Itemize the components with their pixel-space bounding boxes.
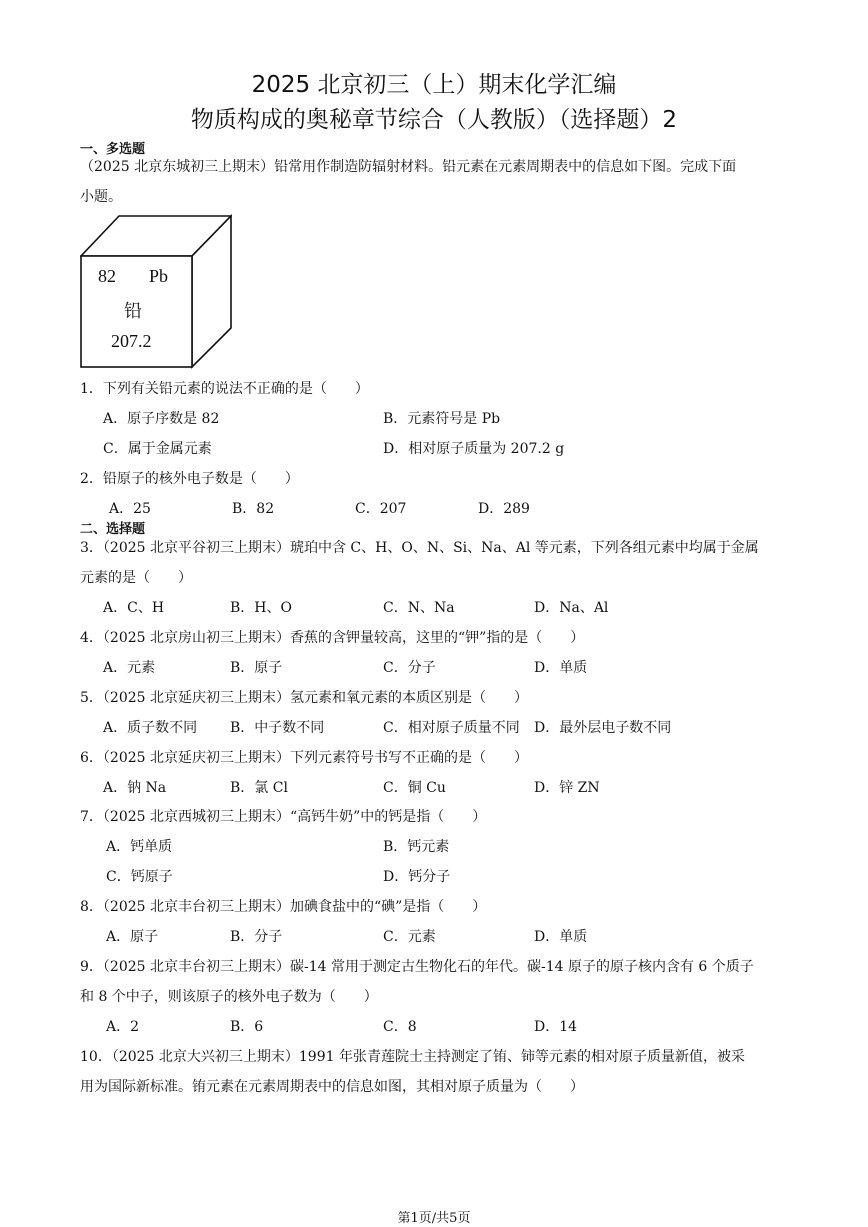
question-1-stem: 1．下列有关铅元素的说法不正确的是（ ） — [80, 381, 369, 397]
q4-option-a: A．元素 — [103, 660, 156, 676]
q5-option-c: C．相对原子质量不同 — [383, 720, 520, 736]
q9-option-d: D．14 — [534, 1019, 578, 1035]
q6-option-c: C．铜 Cu — [383, 780, 446, 796]
q7-option-c: C．钙原子 — [106, 869, 173, 885]
q6-option-a: A．钠 Na — [103, 780, 167, 796]
doc-title-line1: 2025 北京初三（上）期末化学汇编 — [251, 72, 617, 98]
q9-option-a: A．2 — [106, 1019, 140, 1035]
q1-option-c: C．属于金属元素 — [103, 441, 212, 457]
q2-option-b: B．82 — [232, 501, 275, 517]
question-4-stem: 4．（2025 北京房山初三上期末）香蕉的含钾量较高，这里的“钾”指的是（ ） — [80, 630, 585, 646]
element-symbol: Pb — [149, 266, 169, 286]
q6-option-d: D．锌 ZN — [534, 780, 600, 796]
atomic-number: 82 — [98, 266, 116, 286]
q8-option-a: A．原子 — [106, 929, 159, 945]
q2-option-d: D．289 — [478, 501, 530, 517]
q1-option-a: A．原子序数是 82 — [103, 411, 220, 427]
question-9-stem-line2: 和 8 个中子，则该原子的核外电子数为（ ） — [80, 989, 378, 1005]
q2-option-a: A．25 — [109, 501, 151, 517]
q5-option-b: B．中子数不同 — [230, 720, 325, 736]
atomic-mass: 207.2 — [111, 331, 152, 351]
question-10-stem-line2: 用为国际新标准。铕元素在元素周期表中的信息如图，其相对原子质量为（ ） — [80, 1079, 584, 1095]
lead-element-card — [80, 214, 232, 370]
q3-option-a: A．C、H — [103, 600, 165, 616]
q6-option-b: B．氯 Cl — [230, 780, 288, 796]
q8-option-c: C．元素 — [383, 929, 436, 945]
question-7-stem: 7．（2025 北京西城初三上期末）“高钙牛奶”中的钙是指（ ） — [80, 809, 487, 825]
element-name: 铅 — [124, 301, 142, 321]
q5-option-a: A．质子数不同 — [103, 720, 198, 736]
q4-option-b: B．原子 — [230, 660, 283, 676]
q1-option-b: B．元素符号是 Pb — [383, 411, 501, 427]
q7-option-d: D．钙分子 — [383, 869, 451, 885]
question-5-stem: 5．（2025 北京延庆初三上期末）氢元素和氧元素的本质区别是（ ） — [80, 690, 528, 706]
question-9-stem-line1: 9．（2025 北京丰台初三上期末）碳-14 常用于测定古生物化石的年代。碳-14 原子的原子核内含有 6 个质子 — [80, 959, 754, 975]
question-6-stem: 6．（2025 北京延庆初三上期末）下列元素符号书写不正确的是（ ） — [80, 750, 528, 766]
q9-option-c: C．8 — [383, 1019, 417, 1035]
question-8-stem: 8．（2025 北京丰台初三上期末）加碘食盐中的“碘”是指（ ） — [80, 899, 487, 915]
question-3-stem-line1: 3．（2025 北京平谷初三上期末）琥珀中含 C、H、O、N、Si、Na、Al 等元素，下列各组元素中均属于金属 — [80, 540, 759, 556]
question-3-stem-line2: 元素的是（ ） — [80, 570, 192, 586]
doc-title-line2: 物质构成的奥秘章节综合（人教版）（选择题）2 — [190, 107, 678, 133]
q2-option-c: C．207 — [355, 501, 407, 517]
q1-option-d: D．相对原子质量为 207.2 g — [383, 441, 565, 457]
page-footer: 第1页/共5页 — [397, 1211, 471, 1226]
q3-option-c: C．N、Na — [383, 600, 455, 616]
q3-option-b: B．H、O — [230, 600, 292, 616]
q8-option-b: B．分子 — [230, 929, 283, 945]
q4-option-c: C．分子 — [383, 660, 436, 676]
intro-line-2: 小题。 — [80, 189, 122, 205]
q5-option-d: D．最外层电子数不同 — [534, 720, 672, 736]
section-heading-single-choice: 二、选择题 — [80, 522, 146, 537]
intro-line-1: （2025 北京东城初三上期末）铅常用作制造防辐射材料。铅元素在元素周期表中的信息如下图。完成下面 — [80, 159, 737, 175]
q3-option-d: D．Na、Al — [534, 600, 609, 616]
element-cube-drawing — [80, 214, 232, 370]
question-10-stem-line1: 10．（2025 北京大兴初三上期末）1991 年张青莲院士主持测定了铕、铈等元素的相对原子质量新值，被采 — [80, 1049, 745, 1065]
question-2-stem: 2．铅原子的核外电子数是（ ） — [80, 471, 299, 487]
section-heading-multi-choice: 一、多选题 — [80, 142, 146, 157]
q7-option-a: A．钙单质 — [106, 839, 173, 855]
q7-option-b: B．钙元素 — [383, 839, 450, 855]
q8-option-d: D．单质 — [534, 929, 588, 945]
q4-option-d: D．单质 — [534, 660, 588, 676]
q9-option-b: B．6 — [230, 1019, 264, 1035]
